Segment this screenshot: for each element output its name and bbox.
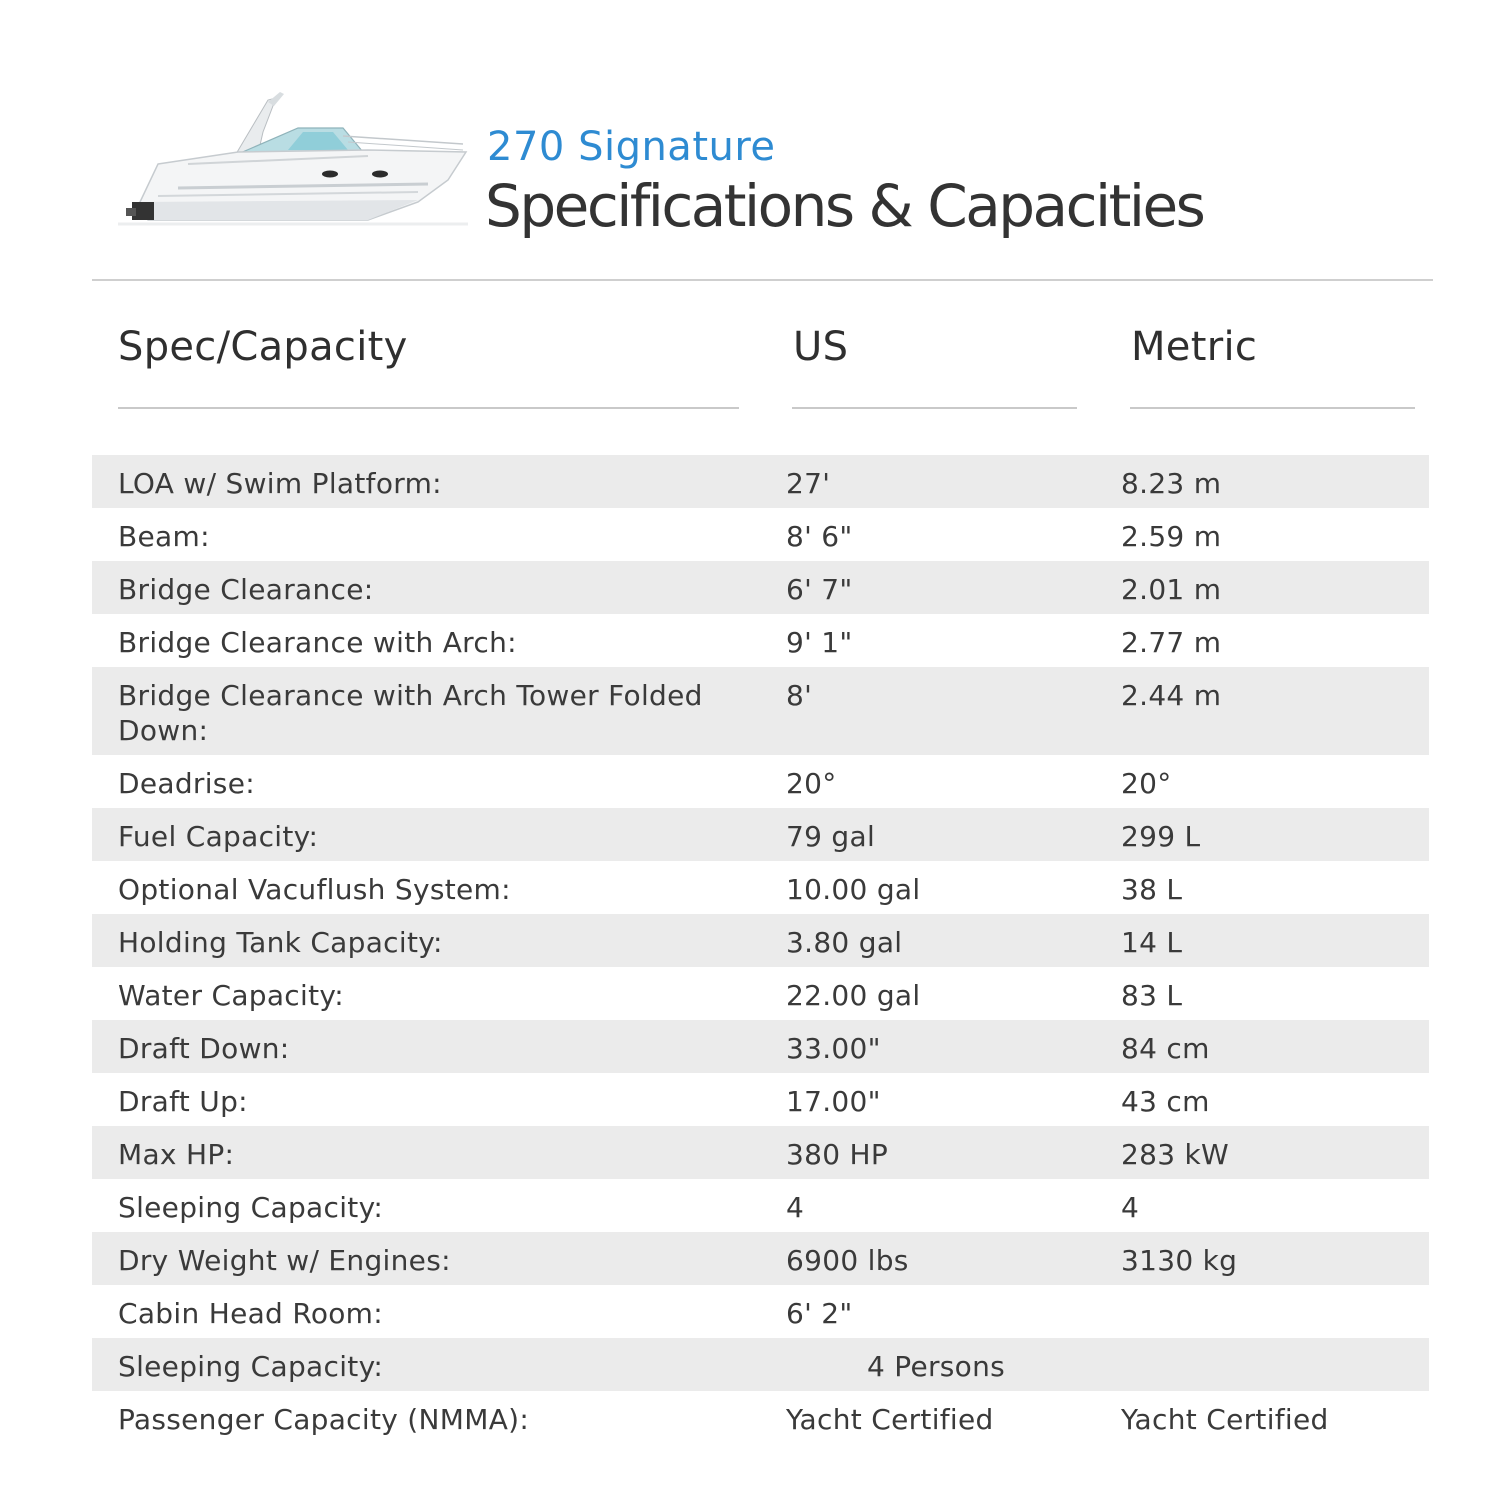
row-label: Max HP: [118,1138,235,1171]
row-label: Sleeping Capacity: [118,1191,384,1224]
row-label: Deadrise: [118,767,255,800]
column-divider-us [792,407,1077,409]
column-header-metric: Metric [1131,324,1258,370]
row-metric-value: 299 L [1121,820,1201,853]
row-label: Water Capacity: [118,979,344,1012]
column-divider-spec [118,407,739,409]
row-us-value: 6900 lbs [786,1244,909,1277]
row-metric-value: 43 cm [1121,1085,1210,1118]
row-metric-value: 2.77 m [1121,626,1222,659]
row-metric-value: 2.01 m [1121,573,1222,606]
row-metric-value: 8.23 m [1121,467,1222,500]
row-label: LOA w/ Swim Platform: [118,467,442,500]
boat-image [118,92,473,242]
table-row [92,455,1429,508]
table-row [92,614,1429,667]
row-us-value: 8' 6" [786,520,853,553]
row-label: Beam: [118,520,210,553]
column-header-spec: Spec/Capacity [118,324,408,370]
row-us-value: 33.00" [786,1032,881,1065]
row-us-value: 3.80 gal [786,926,903,959]
page-header [0,0,1512,280]
table-row [92,1391,1429,1444]
row-metric-value: 14 L [1121,926,1183,959]
header-divider [92,279,1433,281]
row-metric-value: 2.59 m [1121,520,1222,553]
row-label: Passenger Capacity (NMMA): [118,1403,530,1436]
table-row [92,1073,1429,1126]
row-spanning-value: 4 Persons [866,1350,1006,1383]
row-metric-value: 2.44 m [1121,679,1222,712]
row-label: Draft Down: [118,1032,290,1065]
row-label: Holding Tank Capacity: [118,926,443,959]
row-metric-value: 3130 kg [1121,1244,1238,1277]
table-row [92,1338,1429,1391]
table-row [92,1020,1429,1073]
row-label: Cabin Head Room: [118,1297,383,1330]
table-row [92,861,1429,914]
table-row [92,1126,1429,1179]
row-metric-value: 84 cm [1121,1032,1210,1065]
row-us-value: 380 HP [786,1138,889,1171]
table-row [92,808,1429,861]
specs-table [92,455,1429,1444]
row-us-value: 6' 2" [786,1297,853,1330]
row-us-value: 79 gal [786,820,876,853]
row-us-value: 8' [786,679,813,712]
row-label: Bridge Clearance: [118,573,374,606]
row-label: Sleeping Capacity: [118,1350,384,1383]
table-row [92,1285,1429,1338]
row-us-value: 6' 7" [786,573,853,606]
row-us-value: Yacht Certified [786,1403,994,1436]
row-label: Bridge Clearance with Arch Tower Folded Down: [118,679,703,747]
row-metric-value: Yacht Certified [1121,1403,1329,1436]
row-label: Bridge Clearance with Arch: [118,626,517,659]
table-row [92,967,1429,1020]
table-row [92,755,1429,808]
column-header-us: US [793,324,849,370]
row-metric-value: 83 L [1121,979,1183,1012]
row-label: Optional Vacuflush System: [118,873,511,906]
row-metric-value: 20° [1121,767,1172,800]
model-name: 270 Signature [487,124,776,170]
table-row [92,561,1429,614]
row-us-value: 4 [786,1191,805,1224]
row-us-value: 10.00 gal [786,873,921,906]
page-title: Specifications & Capacities [485,172,1204,240]
table-row [92,508,1429,561]
row-metric-value: 38 L [1121,873,1183,906]
row-metric-value: 283 kW [1121,1138,1230,1171]
table-row [92,914,1429,967]
row-us-value: 9' 1" [786,626,853,659]
row-label: Dry Weight w/ Engines: [118,1244,451,1277]
row-metric-value: 4 [1121,1191,1140,1224]
row-us-value: 20° [786,767,837,800]
row-us-value: 27' [786,467,831,500]
table-row [92,1232,1429,1285]
table-row [92,1179,1429,1232]
row-label: Draft Up: [118,1085,248,1118]
row-label: Fuel Capacity: [118,820,319,853]
column-divider-metric [1130,407,1415,409]
row-us-value: 22.00 gal [786,979,921,1012]
row-us-value: 17.00" [786,1085,881,1118]
table-row [92,667,1429,755]
